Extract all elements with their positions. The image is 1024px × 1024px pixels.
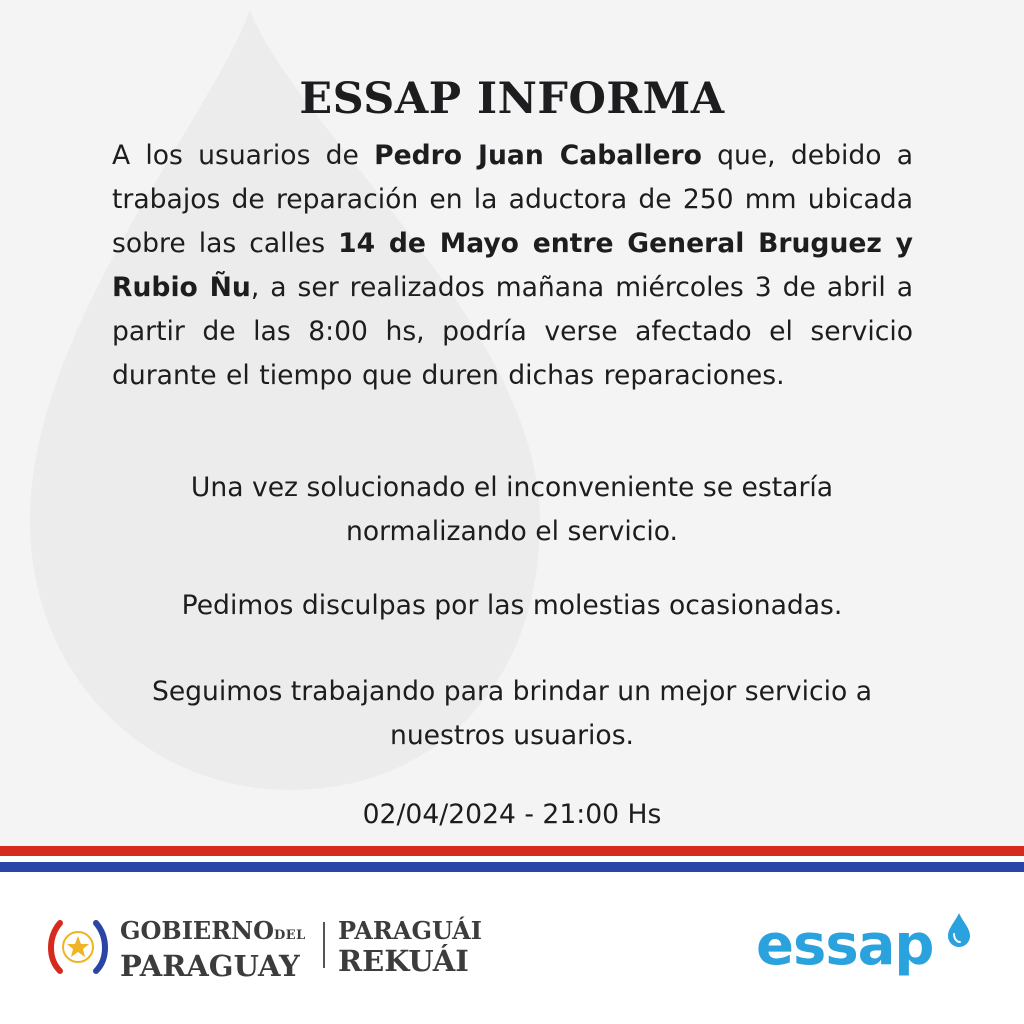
gov-text-del: DEL xyxy=(274,928,306,943)
flag-stripe-red xyxy=(0,846,1024,856)
logo-divider xyxy=(323,922,325,968)
commitment-text: Seguimos trabajando para brindar un mejor servicio a nuestros usuarios. xyxy=(151,676,873,751)
slogan-line1: PARAGUÁI xyxy=(338,916,483,945)
paraguay-coat-of-arms-icon xyxy=(46,915,110,979)
essap-logo-text: essap xyxy=(756,913,934,978)
slogan-line2: REKUÁI xyxy=(338,944,469,978)
gov-text-line2: PARAGUAY xyxy=(120,949,300,983)
gov-text-line1: GOBIERNO xyxy=(120,916,274,945)
page-title: ESSAP INFORMA xyxy=(299,74,725,124)
announcement-streets: 14 de Mayo entre General Bruguez y Rubio Ñu xyxy=(112,228,914,303)
flag-stripe-blue xyxy=(0,862,1024,872)
apology-text: Pedimos disculpas por las molestias ocasionadas. xyxy=(181,590,843,621)
paraguai-rekuai-logo xyxy=(338,916,482,976)
water-drop-icon xyxy=(946,912,972,948)
datetime-text: 02/04/2024 - 21:00 Hs xyxy=(362,799,662,830)
footer xyxy=(0,872,1024,1024)
announcement-text-1: A los usuarios de xyxy=(112,140,375,171)
announcement-text-3: , a ser realizados mañana miércoles 3 de abril a partir de las 8:00 hs, podría verse afectado el servicio durante el tiempo que duren dichas reparaciones. xyxy=(112,272,914,391)
solution-text: Una vez solucionado el inconveniente se estaría normalizando el servicio. xyxy=(190,472,834,547)
announcement-text-2: que, debido a trabajos de reparación en la aductora de 250 mm ubicada sobre las calles xyxy=(112,140,914,259)
announcement-city: Pedro Juan Caballero xyxy=(374,140,702,171)
essap-logo xyxy=(756,913,978,984)
announcement-paragraph xyxy=(112,134,913,398)
gobierno-del-paraguay-logo xyxy=(120,916,306,981)
